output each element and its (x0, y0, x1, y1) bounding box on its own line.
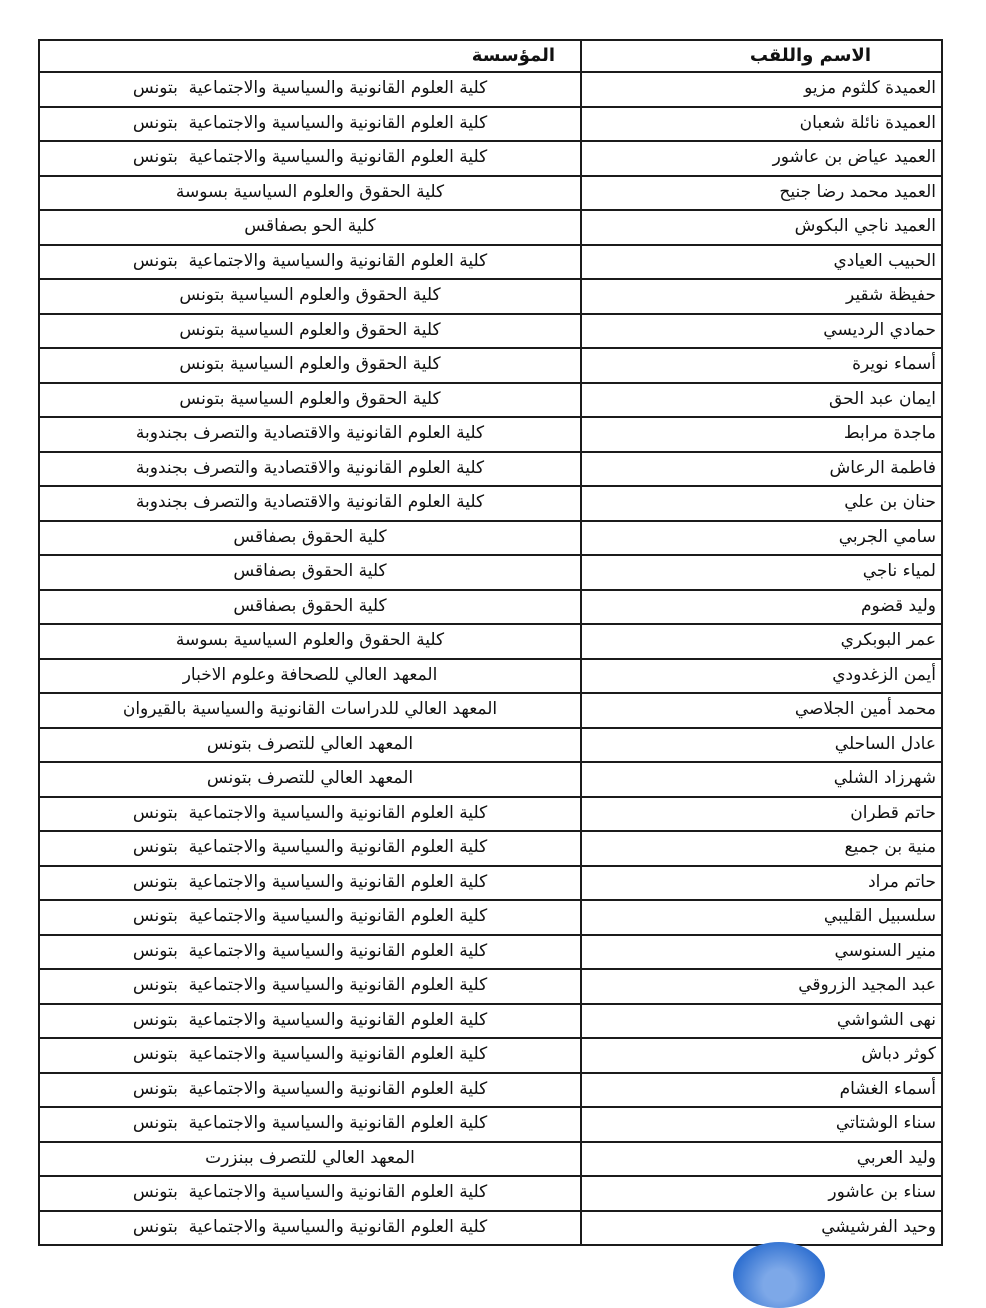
institution-cell: كلية العلوم القانونية والسياسية والاجتماعية بتونس (132, 837, 488, 858)
institution-cell: كلية العلوم القانونية والاقتصادية والتصرف بجندوبة (135, 492, 485, 513)
institution-cell: كلية العلوم القانونية والسياسية والاجتماعية بتونس (132, 802, 488, 823)
institution-cell: كلية الحو بصفاقس (244, 216, 376, 237)
table-row (40, 692, 941, 727)
faculty-members-table (38, 39, 943, 1246)
table-row (40, 520, 941, 555)
institution-cell: كلية العلوم القانونية والاقتصادية والتصرف بجندوبة (135, 457, 485, 478)
name-cell: الحبيب العيادي (580, 246, 941, 279)
table-row (40, 71, 941, 106)
name-cell: العميد ناجي البكوش (580, 211, 941, 244)
table-header-row (40, 41, 941, 71)
name-cell: حفيظة شقير (580, 280, 941, 313)
table-row (40, 347, 941, 382)
table-row (40, 175, 941, 210)
table-row (40, 1210, 941, 1245)
name-cell: حاتم قطران (580, 798, 941, 831)
institution-cell: كلية العلوم القانونية والسياسية والاجتماعية بتونس (132, 975, 488, 996)
name-cell: سامي الجربي (580, 522, 941, 555)
table-row (40, 140, 941, 175)
table-row (40, 485, 941, 520)
institution-cell: كلية الحقوق بصفاقس (233, 526, 387, 547)
institution-cell: كلية العلوم القانونية والسياسية والاجتماعية بتونس (132, 1078, 488, 1099)
name-cell: العميدة كلثوم مزيو (580, 73, 941, 106)
name-cell: وحيد الفرشيشي (580, 1212, 941, 1245)
table-row (40, 865, 941, 900)
name-cell: عبد المجيد الزروقي (580, 970, 941, 1003)
institution-cell: كلية العلوم القانونية والسياسية والاجتماعية بتونس (132, 1009, 488, 1030)
institution-cell: كلية العلوم القانونية والسياسية والاجتماعية بتونس (132, 78, 488, 99)
institution-cell: كلية العلوم القانونية والسياسية والاجتماعية بتونس (132, 147, 488, 168)
name-cell: نهى الشواشي (580, 1005, 941, 1038)
table-row (40, 244, 941, 279)
name-cell: أسماء الغشام (580, 1074, 941, 1107)
name-cell: العميدة نائلة شعبان (580, 108, 941, 141)
name-cell: وليد العربي (580, 1143, 941, 1176)
table-row (40, 416, 941, 451)
institution-cell: المعهد العالي للصحافة وعلوم الاخبار (182, 664, 438, 685)
table-row (40, 761, 941, 796)
name-cell: عادل الساحلي (580, 729, 941, 762)
table-row (40, 278, 941, 313)
institution-cell: كلية العلوم القانونية والسياسية والاجتماعية بتونس (132, 1044, 488, 1065)
table-row (40, 1106, 941, 1141)
institution-cell: كلية الحقوق بصفاقس (233, 561, 387, 582)
institution-cell: كلية العلوم القانونية والسياسية والاجتماعية بتونس (132, 250, 488, 271)
name-cell: كوثر دباش (580, 1039, 941, 1072)
table-row (40, 589, 941, 624)
name-cell: حاتم مراد (580, 867, 941, 900)
name-cell: ماجدة مرابط (580, 418, 941, 451)
table-row (40, 554, 941, 589)
institution-cell: كلية الحقوق بصفاقس (233, 595, 387, 616)
table-row (40, 658, 941, 693)
table-row (40, 1003, 941, 1038)
name-cell: العميد عياض بن عاشور (580, 142, 941, 175)
institution-cell: كلية العلوم القانونية والسياسية والاجتماعية بتونس (132, 940, 488, 961)
name-cell: شهرزاد الشلي (580, 763, 941, 796)
institution-cell: المعهد العالي للدراسات القانونية والسياسية بالقيروان (122, 699, 498, 720)
institution-cell: كلية العلوم القانونية والسياسية والاجتماعية بتونس (132, 1216, 488, 1237)
blue-stamp-mark (733, 1242, 825, 1308)
table-body (40, 71, 941, 1244)
table-row (40, 1175, 941, 1210)
institution-cell: كلية العلوم القانونية والسياسية والاجتماعية بتونس (132, 112, 488, 133)
table-row (40, 934, 941, 969)
name-cell: عمر البوبكري (580, 625, 941, 658)
institution-cell: كلية الحقوق والعلوم السياسية بتونس (179, 354, 441, 375)
name-cell: محمد أمين الجلاصي (580, 694, 941, 727)
institution-cell: كلية العلوم القانونية والسياسية والاجتماعية بتونس (132, 1182, 488, 1203)
institution-cell: كلية الحقوق والعلوم السياسية بسوسة (175, 181, 445, 202)
name-cell: ايمان عبد الحق (580, 384, 941, 417)
institution-cell: كلية العلوم القانونية والسياسية والاجتماعية بتونس (132, 906, 488, 927)
institution-cell: كلية العلوم القانونية والسياسية والاجتماعية بتونس (132, 871, 488, 892)
name-cell: حنان بن علي (580, 487, 941, 520)
institution-cell: كلية العلوم القانونية والاقتصادية والتصرف بجندوبة (135, 423, 485, 444)
table-row (40, 796, 941, 831)
header-name-column: الاسم واللقب (580, 41, 941, 71)
name-cell: سناء بن عاشور (580, 1177, 941, 1210)
name-cell: أسماء نويرة (580, 349, 941, 382)
institution-cell: المعهد العالي للتصرف بتونس (206, 733, 414, 754)
table-row (40, 313, 941, 348)
name-cell: لمياء ناجي (580, 556, 941, 589)
name-cell: فاطمة الرعاش (580, 453, 941, 486)
table-row (40, 1141, 941, 1176)
name-cell: أيمن الزغدودي (580, 660, 941, 693)
table-row (40, 623, 941, 658)
institution-cell: كلية الحقوق والعلوم السياسية بسوسة (175, 630, 445, 651)
institution-cell: كلية العلوم القانونية والسياسية والاجتماعية بتونس (132, 1113, 488, 1134)
name-cell: وليد قضوم (580, 591, 941, 624)
name-cell: سلسبيل القليبي (580, 901, 941, 934)
table-row (40, 968, 941, 1003)
table-row (40, 106, 941, 141)
institution-cell: المعهد العالي للتصرف بتونس (206, 768, 414, 789)
table-row (40, 451, 941, 486)
table-row (40, 382, 941, 417)
name-cell: العميد محمد رضا جنيح (580, 177, 941, 210)
table-row (40, 209, 941, 244)
table-row (40, 727, 941, 762)
name-cell: حمادي الرديسي (580, 315, 941, 348)
institution-cell: كلية الحقوق والعلوم السياسية بتونس (179, 319, 441, 340)
institution-cell: كلية الحقوق والعلوم السياسية بتونس (179, 285, 441, 306)
table-row (40, 1072, 941, 1107)
name-cell: منير السنوسي (580, 936, 941, 969)
institution-cell: كلية الحقوق والعلوم السياسية بتونس (179, 388, 441, 409)
header-institution-column: المؤسسة (471, 44, 555, 66)
table-row (40, 830, 941, 865)
institution-cell: المعهد العالي للتصرف ببنزرت (205, 1147, 415, 1168)
table-row (40, 899, 941, 934)
name-cell: منية بن جميع (580, 832, 941, 865)
name-cell: سناء الوشتاتي (580, 1108, 941, 1141)
table-row (40, 1037, 941, 1072)
